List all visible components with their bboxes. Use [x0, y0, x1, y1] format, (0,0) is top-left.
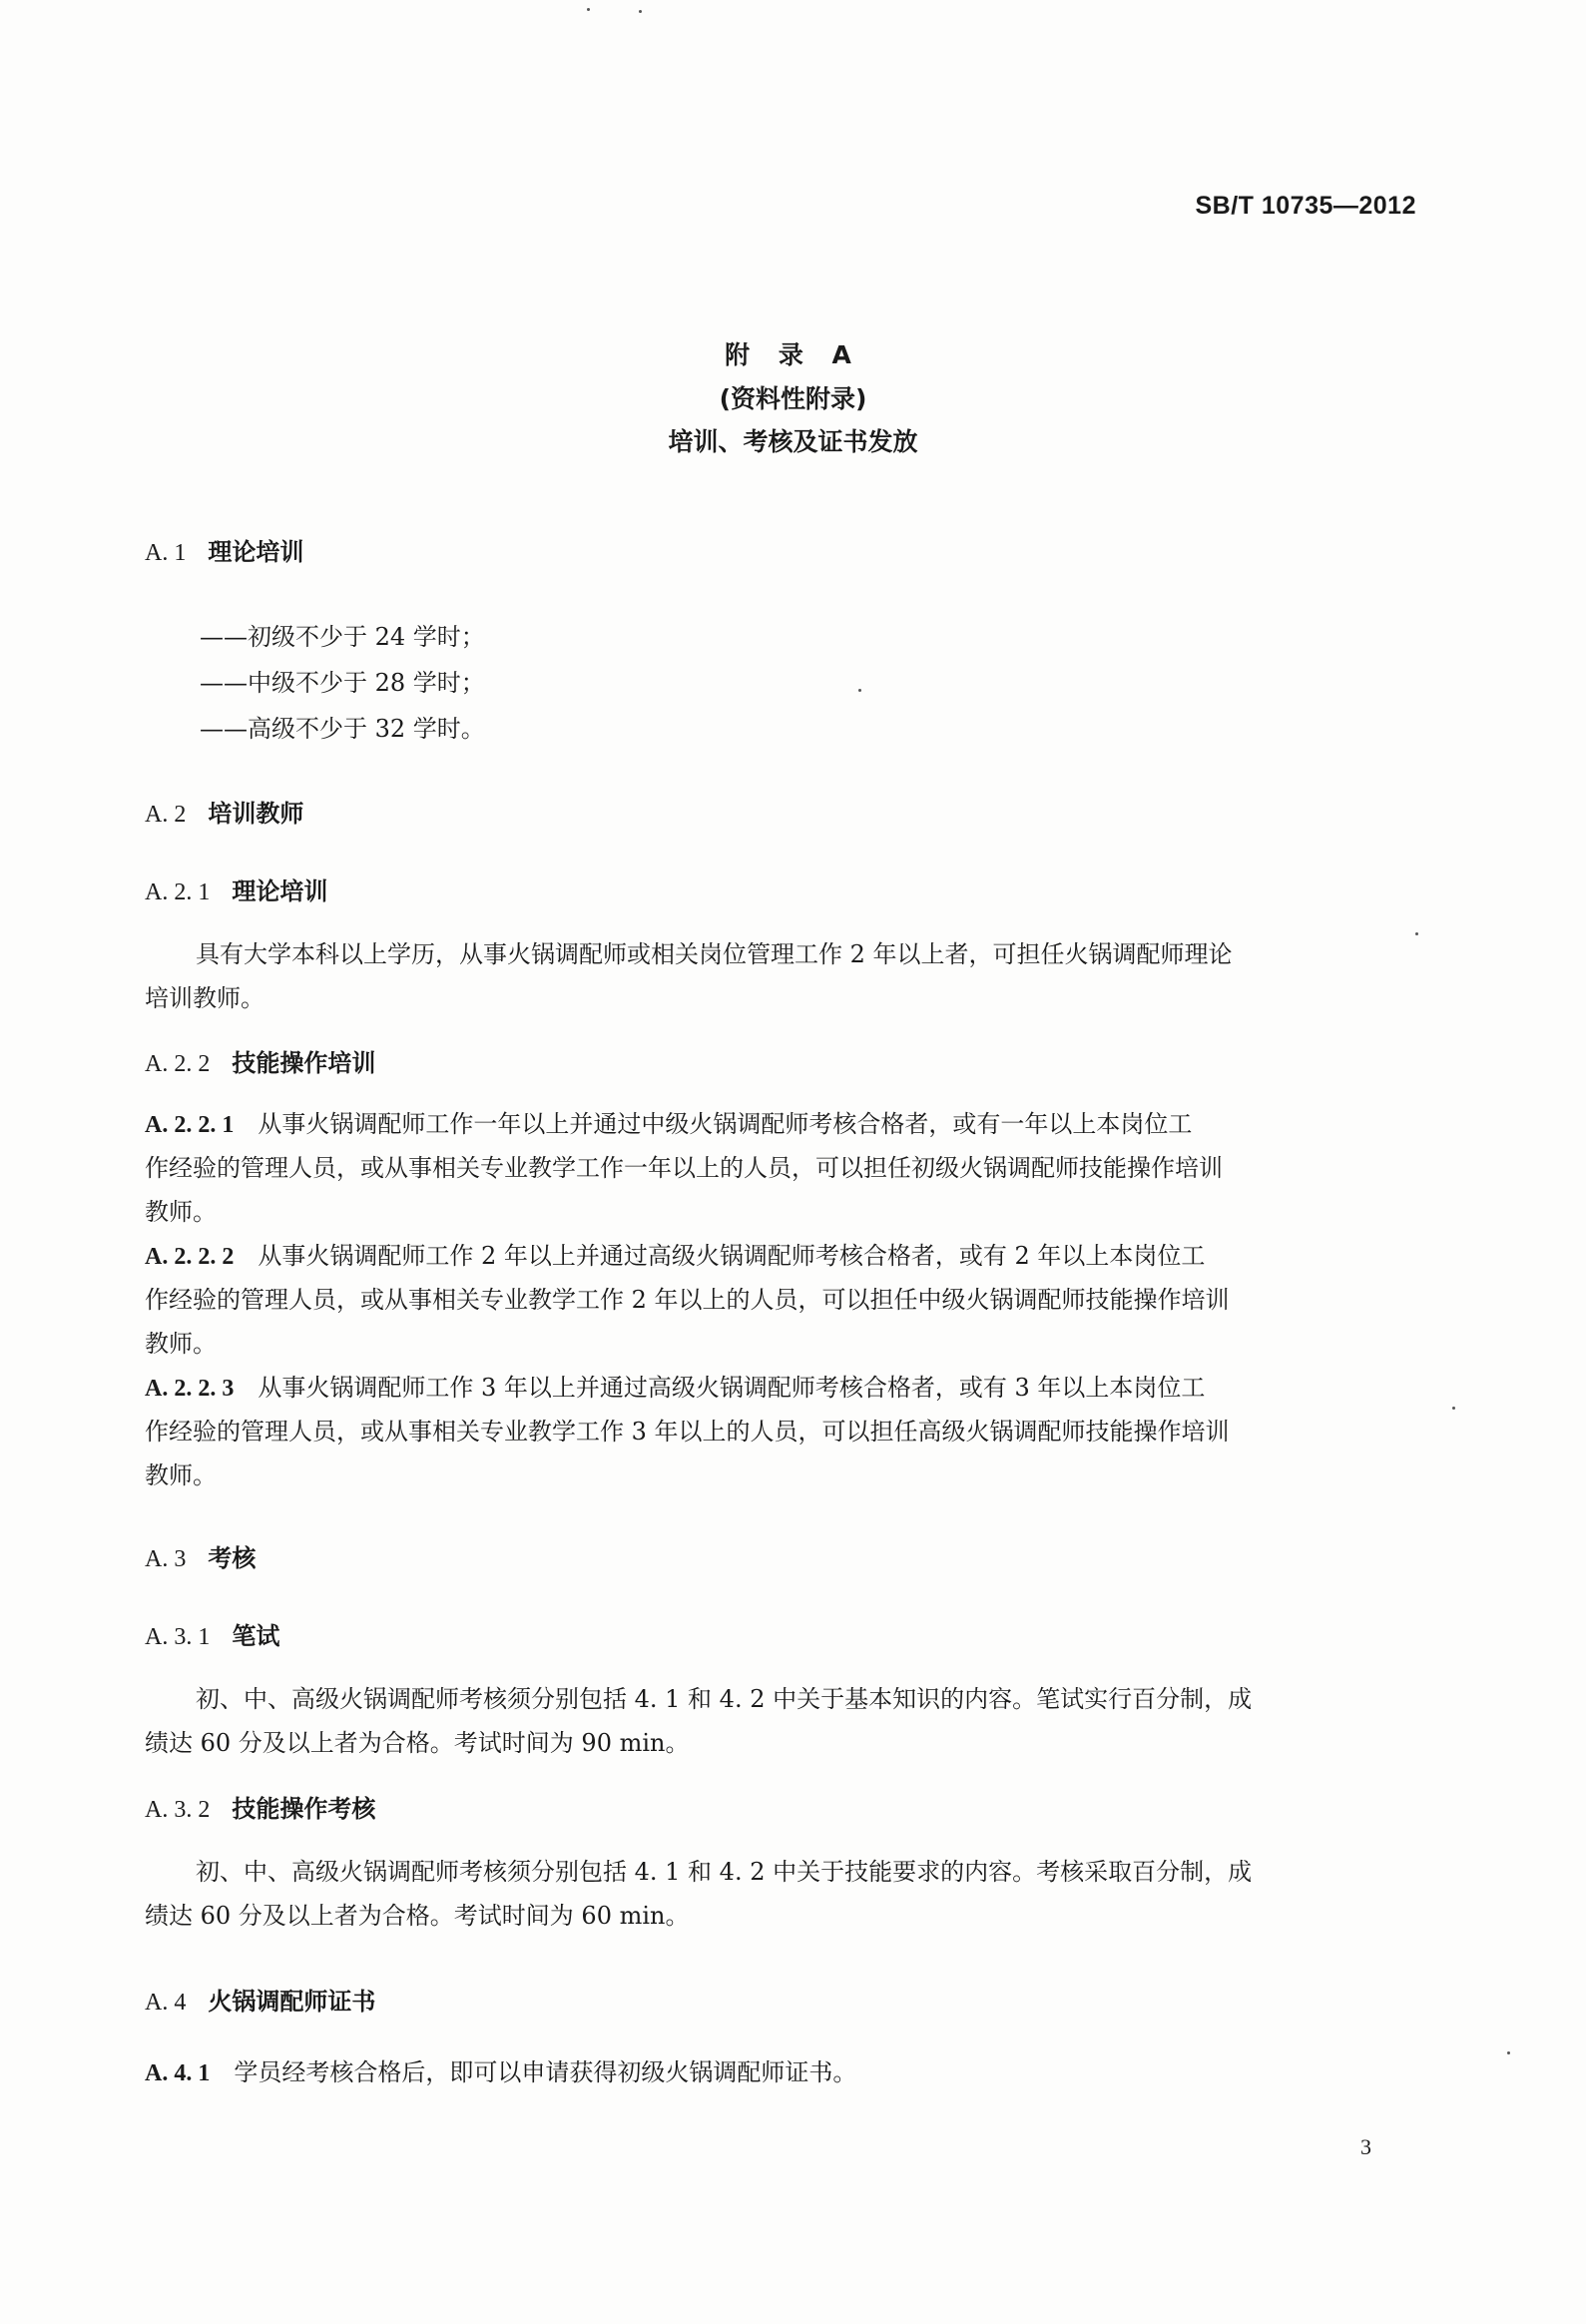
section-number: A. 3. 1 [145, 1624, 211, 1650]
section-number: A. 3. 2 [145, 1797, 211, 1823]
section-heading-a31 [145, 1616, 279, 1651]
paragraph-line: 培训教师。 [145, 984, 264, 1012]
section-number: A. 1 [145, 540, 187, 566]
clause-a222 [145, 1234, 1205, 1279]
section-heading-a1 [145, 532, 303, 567]
section-number: A. 4 [145, 1990, 187, 2016]
section-number: A. 2 [145, 802, 187, 828]
section-title: 考核 [208, 1544, 257, 1572]
paragraph-line: 作经验的管理人员，或从事相关专业教学工作 3 年以上的人员，可以担任高级火锅调配师技能操作培训 [145, 1418, 1230, 1446]
scan-speck [858, 689, 861, 692]
appendix-title: 附 录 A [725, 340, 861, 369]
paragraph-line: 教师。 [145, 1330, 217, 1358]
paragraph-line: 作经验的管理人员，或从事相关专业教学工作 2 年以上的人员，可以担任中级火锅调配师技能操作培训 [145, 1286, 1230, 1314]
paragraph-line: 教师。 [145, 1461, 217, 1489]
section-title: 技能操作考核 [232, 1795, 376, 1823]
clause-number: A. 4. 1 [145, 2060, 211, 2086]
paragraph-line: 绩达 60 分及以上者为合格。考试时间为 90 min。 [145, 1729, 690, 1757]
section-title: 培训教师 [208, 800, 304, 828]
paragraph-line: 学员经考核合格后，即可以申请获得初级火锅调配师证书。 [234, 2058, 857, 2086]
page-number: 3 [1360, 2134, 1371, 2159]
section-heading-a22 [145, 1043, 375, 1078]
appendix-type: (资料性附录) [719, 384, 867, 413]
section-heading-a2 [145, 794, 303, 829]
paragraph-line: 初、中、高级火锅调配师考核须分别包括 4. 1 和 4. 2 中关于基本知识的内容。笔试实行百分制，成 [196, 1685, 1253, 1713]
list-item: ——初级不少于 24 学时； [200, 623, 485, 651]
section-heading-a32 [145, 1789, 375, 1824]
paragraph-line: 具有大学本科以上学历，从事火锅调配师或相关岗位管理工作 2 年以上者，可担任火锅调配师理论 [196, 940, 1233, 968]
clause-number: A. 2. 2. 2 [145, 1244, 235, 1270]
section-heading-a4 [145, 1982, 375, 2017]
paragraph-line: 从事火锅调配师工作 3 年以上并通过高级火锅调配师考核合格者，或有 3 年以上本岗位工 [258, 1374, 1206, 1402]
section-number: A. 2. 1 [145, 879, 211, 905]
section-title: 笔试 [232, 1622, 280, 1650]
paragraph-line: 从事火锅调配师工作一年以上并通过中级火锅调配师考核合格者，或有一年以上本岗位工 [258, 1110, 1193, 1138]
section-title: 火锅调配师证书 [208, 1988, 376, 2016]
list-item: ——中级不少于 28 学时； [200, 669, 485, 697]
section-heading-a3 [145, 1538, 256, 1573]
list-item: ——高级不少于 32 学时。 [200, 715, 485, 743]
section-heading-a21 [145, 872, 327, 906]
scan-speck [1415, 932, 1418, 935]
clause-number: A. 2. 2. 1 [145, 1112, 235, 1138]
clause-a41 [145, 2050, 856, 2095]
scan-speck [639, 10, 642, 13]
section-number: A. 3 [145, 1546, 187, 1572]
clause-a221 [145, 1102, 1192, 1147]
clause-number: A. 2. 2. 3 [145, 1376, 235, 1402]
paragraph-line: 作经验的管理人员，或从事相关专业教学工作一年以上的人员，可以担任初级火锅调配师技能操作培训 [145, 1154, 1223, 1182]
scan-speck [587, 8, 590, 11]
paragraph-line: 绩达 60 分及以上者为合格。考试时间为 60 min。 [145, 1902, 690, 1930]
section-title: 技能操作培训 [232, 1049, 376, 1077]
clause-a223 [145, 1366, 1205, 1411]
standard-code: SB/T 10735—2012 [1195, 192, 1416, 220]
paragraph-line: 从事火锅调配师工作 2 年以上并通过高级火锅调配师考核合格者，或有 2 年以上本岗位工 [258, 1242, 1206, 1270]
paragraph-line: 教师。 [145, 1198, 217, 1226]
scan-speck [1507, 2051, 1510, 2054]
section-title: 理论培训 [208, 538, 304, 566]
scan-speck [1452, 1407, 1455, 1410]
appendix-subject: 培训、考核及证书发放 [668, 427, 918, 456]
section-number: A. 2. 2 [145, 1051, 211, 1077]
section-title: 理论培训 [232, 877, 328, 905]
paragraph-line: 初、中、高级火锅调配师考核须分别包括 4. 1 和 4. 2 中关于技能要求的内容。考核采取百分制，成 [196, 1858, 1253, 1886]
